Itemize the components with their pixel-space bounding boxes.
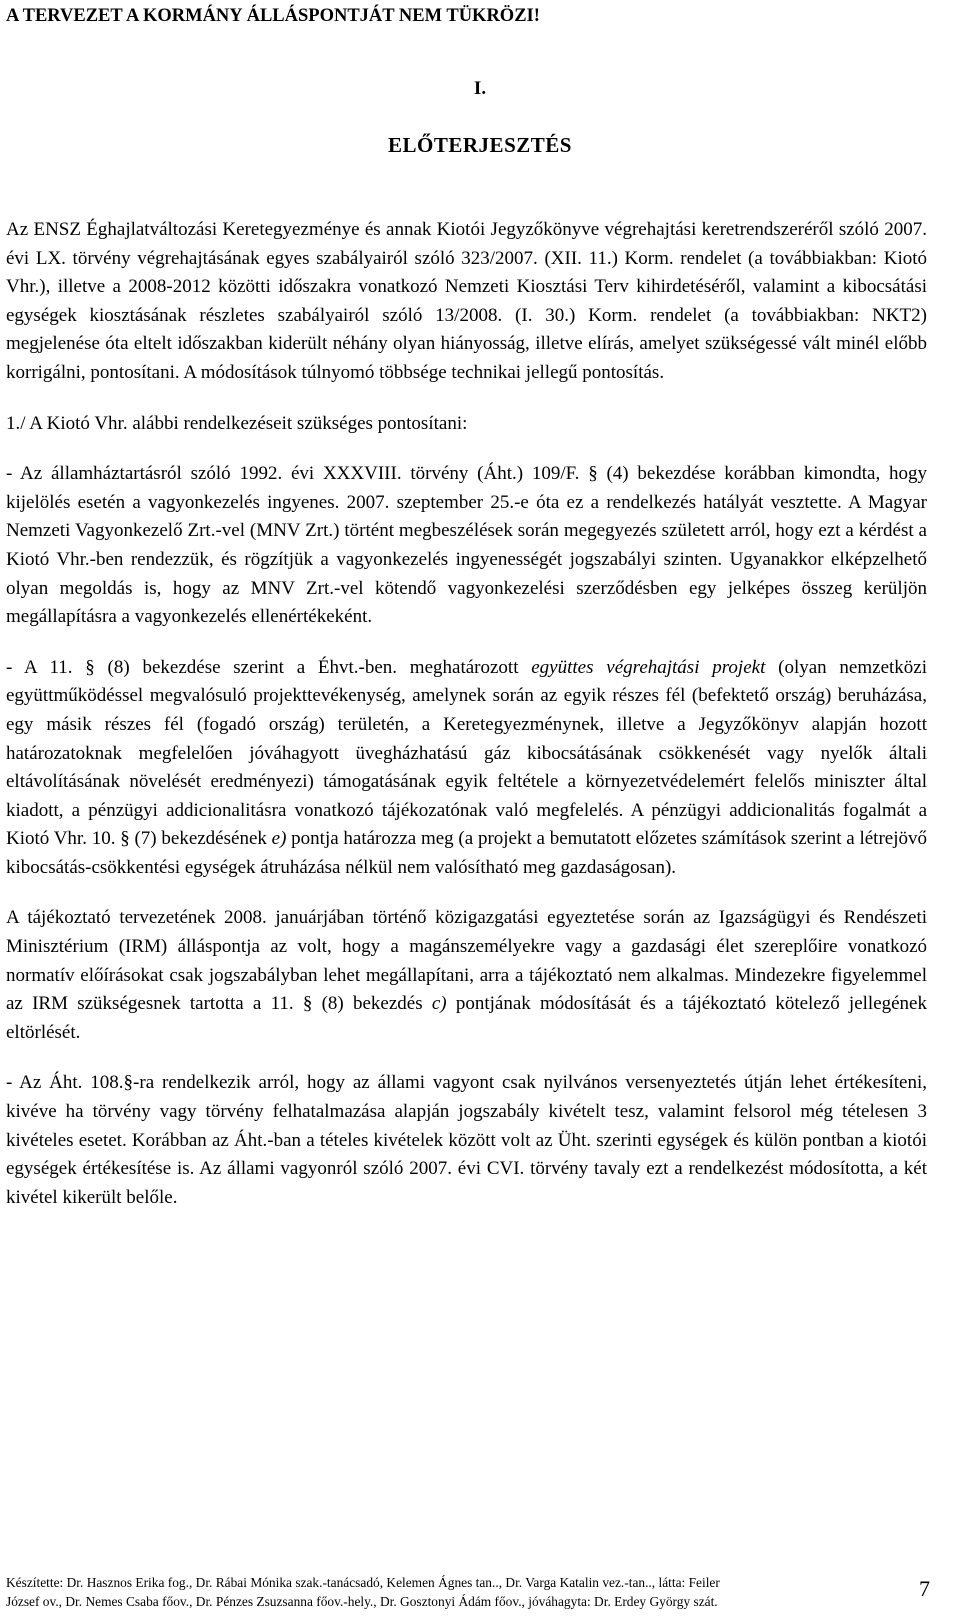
paragraph-text: (olyan nemzetközi együttműködéssel megvalósuló projekttevékenység, amelynek során az egyik részes fél (befektető ország) beruházása, egy másik részes fél (fogadó ország) területén, a Keretegyezménynek, illetve a Jegyzőkönyv alapján hozott határozatoknak megfelelően jóváhagyott üvegházhatású gáz kibocsátásának csökkenését vagy nyelők általi eltávolításának növelését eredményezi) támogatásának egyik feltétele a környezetvédelemért felelős miniszter által kiadott, a pénzügyi addicionalitásra vonatkozó tájékozatónak való megfelelés. A pénzügyi addicionalitás fogalmát a Kiotó Vhr. 10. § (7) bekezdésének: [6, 656, 927, 850]
section-heading: 1./ A Kiotó Vhr. alábbi rendelkezéseit szükséges pontosítani:: [6, 412, 468, 434]
paragraph-joint-implementation: [6, 654, 927, 883]
footer: [6, 1573, 886, 1611]
paragraph-text: A tájékoztató tervezetének 2008. januárjában történő közigazgatási egyeztetése során az Igazságügyi és Rendészeti Minisztérium (IRM) álláspontja az volt, hogy a magánszemélyekre vagy a gazdasági élet szereplőire vonatkozó normatív előírásokat csak jogszabályban lehet megállapítani, arra a tájékoztató nem alkalmas. Mindezekre figyelemmel az IRM szükségesnek tartotta a 11. § (8) bekezdés: [6, 907, 927, 1015]
paragraph-aht-108: - Az Áht. 108.§-ra rendelkezik arról, hogy az állami vagyont csak nyilvános versenyeztetés útján lehet értékesíteni, kivéve ha törvény vagy törvény felhatalmazása alapján jogszabály kivételt tesz, valamint felsorol még tételesen 3 kivételes esetet. Korábban az Áht.-ban a tételes kivételek között volt az Üht. szerinti egységek és külön pontban a kiotói egységek értékesítése is. Az állami vagyonról szóló 2007. évi CVI. törvény tavaly ezt a rendelkezést módosította, a két kivétel kikerült belőle.: [6, 1072, 927, 1208]
intro-paragraph: Az ENSZ Éghajlatváltozási Keretegyezménye és annak Kiotói Jegyzőkönyve végrehajtási keretrendszeréről szóló 2007. évi LX. törvény végrehajtásának egyes szabályairól szóló 323/2007. (XII. 11.) Korm. rendelet (a továbbiakban: Kiotó Vhr.), illetve a 2008-2012 közötti időszakra vonatkozó Nemzeti Kiosztási Terv kihirdetéséről, valamint a kibocsátási egységek kiosztásának részletes szabályairól szóló 13/2008. (I. 30.) Korm. rendelet (a továbbiakban: NKT2) megjelenése óta eltelt időszakban kiderült néhány olyan hiányosság, illetve elírás, amelyet szükségessé vált minél előbb korrigálni, pontosítani. A módosítások túlnyomó többsége technikai jellegű pontosítás.: [6, 219, 927, 383]
italic-term: c): [431, 993, 447, 1015]
paragraph-text: pontja határozza meg (a projekt a bemutatott előzetes számítások szerint a létrejövő kibocsátás-csökkentési egységek átruházása nélkül nem valósítható meg gazdaságosan).: [6, 828, 927, 878]
paragraph-text: - A 11. § (8) bekezdése szerint a Éhvt.-ben. meghatározott: [6, 656, 532, 678]
page-number: 7: [919, 1576, 930, 1601]
footer-line: József ov., Dr. Nemes Csaba főov., Dr. Pénzes Zsuzsanna főov.-hely., Dr. Gosztonyi Ádám főov., jóváhagyta: Dr. Erdey György szát.: [6, 1594, 718, 1609]
document-body: [6, 216, 927, 1234]
italic-term: együttes végrehajtási projekt: [531, 656, 766, 678]
italic-term: e): [271, 828, 287, 850]
paragraph-text: pontjának módosítását és a tájékoztató kötelező jellegének eltörlését.: [6, 993, 927, 1043]
draft-warning: A TERVEZET A KORMÁNY ÁLLÁSPONTJÁT NEM TÜKRÖZI!: [6, 6, 540, 26]
document-title: ELŐTERJESZTÉS: [388, 133, 572, 157]
section-number: I.: [473, 78, 487, 99]
footer-line: Készítette: Dr. Hasznos Erika fog., Dr. Rábai Mónika szak.-tanácsadó, Kelemen Ágnes tan.., Dr. Varga Katalin vez.-tan.., látta: Feiler: [6, 1575, 720, 1590]
paragraph-aht-109f: - Az államháztartásról szóló 1992. évi XXXVIII. törvény (Áht.) 109/F. § (4) bekezdése korábban kimondta, hogy kijelölés esetén a vagyonkezelés ingyenes. 2007. szeptember 25.-e óta ez a rendelkezés hatályát vesztette. A Magyar Nemzeti Vagyonkezelő Zrt.-vel (MNV Zrt.) történt megbeszélések során megegyezés született arról, hogy ezt a kérdést a Kiotó Vhr.-ben rendezzük, és rögzítjük a vagyonkezelés ingyenességét jogszabályi szinten. Ugyanakkor elképzelhető olyan megoldás is, hogy az MNV Zrt.-vel kötendő vagyonkezelési szerződésben egy jelképes összeg kerüljön megállapításra a vagyonkezelés ellenértékeként.: [6, 463, 927, 628]
paragraph-irm: [6, 904, 927, 1047]
